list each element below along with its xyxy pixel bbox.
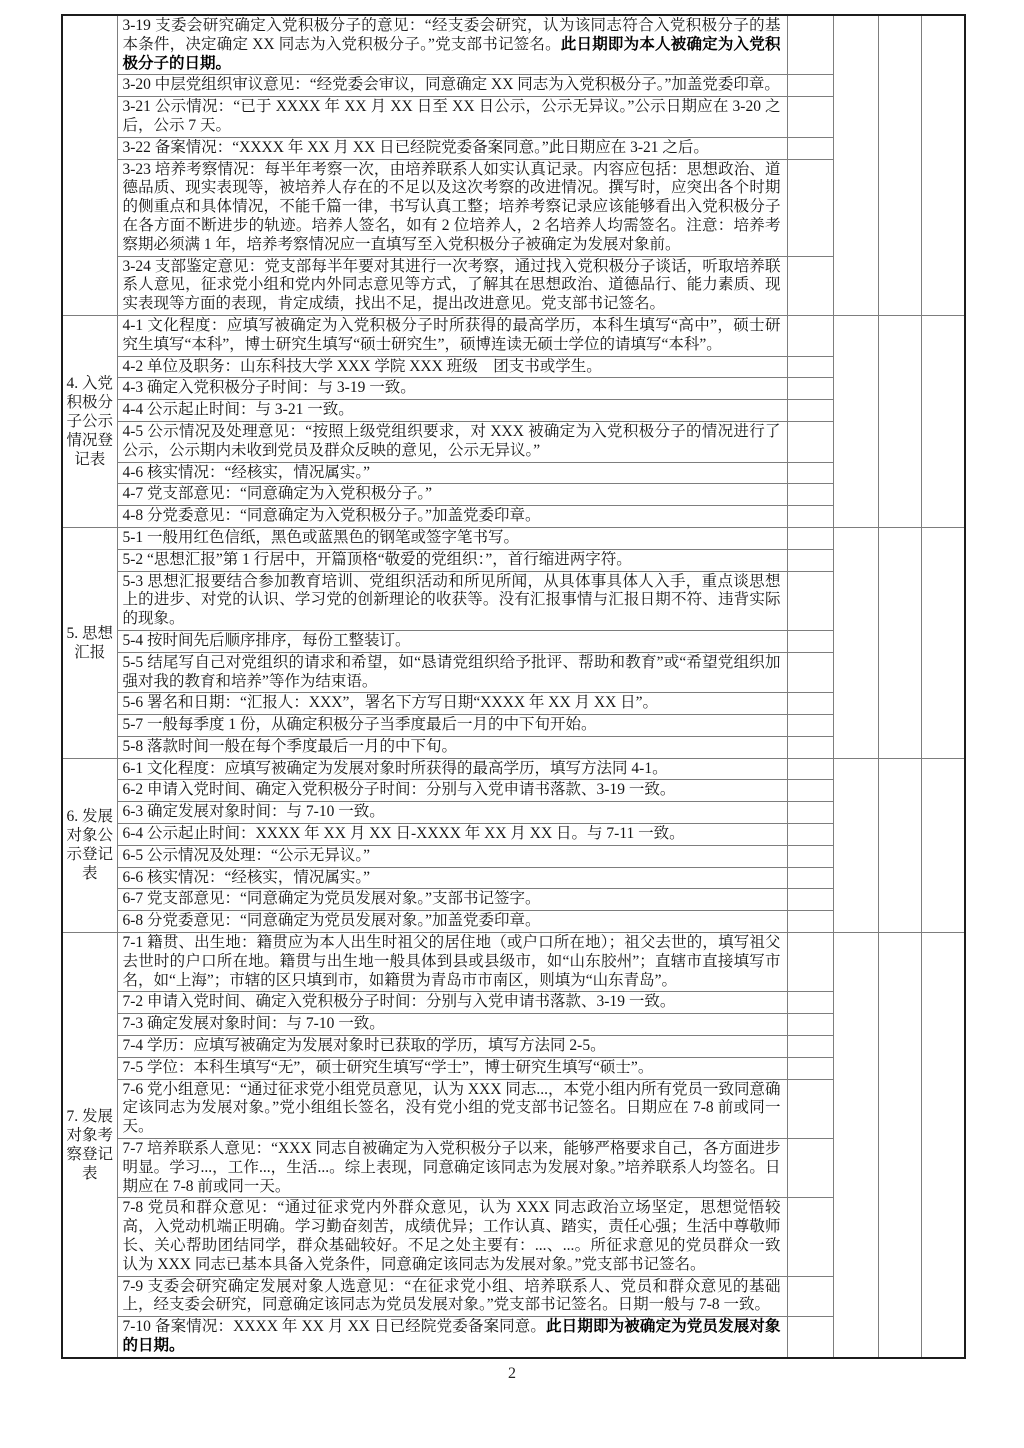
table-row — [62, 97, 965, 138]
checklist-item-text: 5-4 按时间先后顺序排序，每份工整装订。 — [122, 631, 411, 649]
check-cell — [787, 630, 833, 652]
table-row — [62, 933, 965, 992]
checklist-item — [117, 315, 787, 356]
checklist-item-text: 3-19 支委会研究确定入党积极分子的意见：“经支委会研究，认为该同志符合入党积极分子的基本条件，决定确定 XX 同志为入党积极分子。”党支部书记签名。 — [122, 17, 781, 53]
checklist-item — [117, 693, 787, 715]
checklist-item — [117, 824, 787, 846]
table-row — [62, 758, 965, 780]
checklist-item — [117, 159, 787, 256]
checklist-item — [117, 802, 787, 824]
checklist-item-bold-note: 此日期即为本人被确定为入党积极分子的日期。 — [122, 35, 781, 72]
table-row — [62, 824, 965, 846]
table-row — [62, 137, 965, 159]
status-column-cell — [878, 15, 921, 315]
table-row — [62, 256, 965, 315]
table-row — [62, 506, 965, 528]
check-cell — [787, 652, 833, 693]
table-row — [62, 15, 965, 75]
checklist-item — [117, 1276, 787, 1317]
table-row — [62, 484, 965, 506]
checklist-item — [117, 780, 787, 802]
checklist-item-text: 5-1 一般用红色信纸，黑色或蓝黑色的钢笔或签字笔书写。 — [122, 528, 520, 546]
checklist-item — [117, 992, 787, 1014]
checklist-item-text: 7-8 党员和群众意见：“通过征求党内外群众意见，认为 XXX 同志政治立场坚定，思想觉悟较高，入党动机端正明确。学习勤奋刻苦，成绩优异；工作认真、踏实，责任心强；生活中尊敬师长、关心帮助团结同学，群众基础较好。不足之处主要有：...、...。所征求意见的党员群众一致认为 XXX 同志已基本具备入党条件，同意确定该同志为发展对象。”党支部书记签名。 — [122, 1199, 781, 1273]
checklist-item-text: 4-5 公示情况及处理意见：“按照上级党组织要求，对 XXX 被确定为入党积极分子的情况进行了公示，公示期内未收到党员及群众反映的意见，公示无异议。” — [122, 422, 781, 459]
check-cell — [787, 1079, 833, 1138]
checklist-item — [117, 506, 787, 528]
table-row — [62, 1276, 965, 1317]
table-row — [62, 378, 965, 400]
status-column-cell — [833, 15, 878, 315]
check-cell — [787, 378, 833, 400]
checklist-item-text: 4-4 公示起止时间：与 3-21 一致。 — [122, 401, 354, 419]
table-row — [62, 845, 965, 867]
checklist-item-text: 5-8 落款时间一般在每个季度最后一月的中下旬。 — [122, 737, 458, 755]
status-column-cell — [833, 527, 878, 758]
check-cell — [787, 736, 833, 758]
check-cell — [787, 693, 833, 715]
page-number: 2 — [508, 1364, 516, 1382]
check-cell — [787, 867, 833, 889]
checklist-item-text: 7-3 确定发展对象时间：与 7-10 一致。 — [122, 1015, 385, 1033]
checklist-item — [117, 911, 787, 933]
table-row — [62, 889, 965, 911]
checklist-item — [117, 1014, 787, 1036]
check-cell — [787, 1036, 833, 1058]
checklist-item-text: 6-7 党支部意见：“同意确定为党员发展对象。”支部书记签字。 — [122, 890, 541, 908]
table-row — [62, 421, 965, 462]
status-column-cell — [878, 933, 921, 1358]
checklist-item-text: 6-8 分党委意见：“同意确定为党员发展对象。”加盖党委印章。 — [122, 912, 541, 930]
table-row — [62, 652, 965, 693]
checklist-item-text: 7-6 党小组意见：“通过征求党小组党员意见，认为 XXX 同志...，本党小组内所有党员一致同意确定该同志为发展对象。”党小组组长签名，没有党小组的党支部书记签名。日期应在 7-8 前或同一天。 — [122, 1080, 781, 1136]
table-row — [62, 1317, 965, 1358]
status-column-cell — [878, 527, 921, 758]
checklist-item-text: 3-22 备案情况：“XXXX 年 XX 月 XX 日已经院党委备案同意。”此日期应在 3-21 之后。 — [122, 138, 709, 156]
checklist-item — [117, 845, 787, 867]
table-row — [62, 911, 965, 933]
checklist-item — [117, 97, 787, 138]
section-label — [62, 15, 117, 315]
table-row — [62, 780, 965, 802]
checklist-item-text: 6-4 公示起止时间：XXXX 年 XX 月 XX 日-XXXX 年 XX 月 XX 日。与 7-11 一致。 — [122, 825, 685, 843]
status-column-cell — [833, 315, 878, 527]
checklist-item-text: 4-1 文化程度：应填写被确定为入党积极分子时所获得的最高学历，本科生填写“高中”，硕士研究生填写“本科”，博士研究生填写“硕士研究生”，硕博连读无硕士学位的请填写“本科”。 — [122, 316, 781, 353]
table-row — [62, 1036, 965, 1058]
checklist-item — [117, 715, 787, 737]
checklist-item — [117, 356, 787, 378]
check-cell — [787, 256, 833, 315]
table-row — [62, 462, 965, 484]
checklist-item — [117, 1317, 787, 1358]
section-label: 7. 发展对象考察登记表 — [62, 933, 117, 1358]
check-cell — [787, 97, 833, 138]
checklist-item-text: 5-3 思想汇报要结合参加教育培训、党组织活动和所见所闻，从具体事具体人入手，重点谈思想上的进步、对党的认识、学习党的创新理论的收获等。没有汇报事情与汇报日期不符、违背实际的现象。 — [122, 572, 781, 628]
checklist-item-text: 6-6 核实情况：“经核实，情况属实。” — [122, 868, 371, 886]
checklist-item — [117, 527, 787, 549]
status-column-cell — [921, 315, 965, 527]
table-row — [62, 571, 965, 630]
checklist-item — [117, 889, 787, 911]
checklist-item-text: 7-4 学历：应填写被确定为发展对象时已获取的学历，填写方法同 2-5。 — [122, 1037, 606, 1055]
check-cell — [787, 75, 833, 97]
checklist-item-text: 6-3 确定发展对象时间：与 7-10 一致。 — [122, 803, 385, 821]
checklist-item — [117, 571, 787, 630]
checklist-item-text: 7-1 籍贯、出生地：籍贯应为本人出生时祖父的居住地（或户口所在地）；祖父去世的，填写祖父去世时的户口所在地。籍贯与出生地一般具体到县或县级市，如“山东胶州”；直辖市直接填写市名，如“上海”；市辖的区只填到市，如籍贯为青岛市市南区，则填为“山东青岛”。 — [122, 934, 781, 989]
check-cell — [787, 992, 833, 1014]
status-column-cell — [878, 315, 921, 527]
check-cell — [787, 1276, 833, 1317]
check-cell — [787, 715, 833, 737]
checklist-item — [117, 484, 787, 506]
checklist-item — [117, 867, 787, 889]
checklist-item-text: 6-5 公示情况及处理：“公示无异议。” — [122, 846, 371, 864]
checklist-item-text: 4-8 分党委意见：“同意确定为入党积极分子。”加盖党委印章。 — [122, 507, 541, 525]
check-cell — [787, 758, 833, 780]
table-row — [62, 527, 965, 549]
checklist-item-text: 3-24 支部鉴定意见：党支部每半年要对其进行一次考察，通过找入党积极分子谈话，听取培养联系人意见，征求党小组和党内外同志意见等方式，了解其在思想政治、道德品行、能力素质、现实表现等方面的表现，肯定成绩，找出不足，提出改进意见。党支部书记签名。 — [122, 257, 781, 313]
check-cell — [787, 1139, 833, 1198]
table-row — [62, 1198, 965, 1276]
checklist-item — [117, 1057, 787, 1079]
check-cell — [787, 933, 833, 992]
checklist-item — [117, 1079, 787, 1138]
check-cell — [787, 1057, 833, 1079]
check-cell — [787, 780, 833, 802]
checklist-item-text: 6-1 文化程度：应填写被确定为发展对象时所获得的最高学历，填写方法同 4-1。 — [122, 759, 668, 777]
check-cell — [787, 845, 833, 867]
check-cell — [787, 549, 833, 571]
table-row — [62, 992, 965, 1014]
table-row — [62, 1139, 965, 1198]
status-column-cell — [833, 933, 878, 1358]
section-label: 4. 入党积极分子公示情况登记表 — [62, 315, 117, 527]
checklist-item — [117, 256, 787, 315]
checklist-item — [117, 378, 787, 400]
checklist-item-text: 3-23 培养考察情况：每半年考察一次，由培养联系人如实认真记录。内容应包括：思想政治、道德品质、现实表现等，被培养人存在的不足以及这次考察的改进情况。撰写时，应突出各个时期的侧重点和具体情况，不能千篇一律，书写认真工整；培养考察记录应该能够看出入党积极分子在各方面不断进步的轨迹。培养人签名，如有 2 位培养人，2 名培养人均需签名。注意：培养考察期必须满 1 年，培养考察情况应一直填写至入党积极分子被确定为发展对象前。 — [122, 160, 781, 253]
checklist-item — [117, 933, 787, 992]
check-cell — [787, 1014, 833, 1036]
check-cell — [787, 315, 833, 356]
checklist-item-text: 7-2 申请入党时间、确定入党积极分子时间：分别与入党申请书落款、3-19 一致。 — [122, 993, 676, 1011]
checklist-item — [117, 137, 787, 159]
checklist-item — [117, 549, 787, 571]
checklist-item-text: 7-10 备案情况：XXXX 年 XX 月 XX 日已经院党委备案同意。 — [122, 1318, 547, 1336]
checklist-item-text: 7-5 学位：本科生填写“无”，硕士研究生填写“学士”，博士研究生填写“硕士”。 — [122, 1058, 654, 1076]
status-column-cell — [878, 758, 921, 932]
table-row — [62, 715, 965, 737]
checklist-item — [117, 15, 787, 75]
checklist-item — [117, 1036, 787, 1058]
table-row — [62, 315, 965, 356]
table-row — [62, 802, 965, 824]
checklist-item-text: 3-21 公示情况：“已于 XXXX 年 XX 月 XX 日至 XX 日公示，公示无异议。”公示日期应在 3-20 之后，公示 7 天。 — [122, 98, 781, 134]
table-row — [62, 159, 965, 256]
check-cell — [787, 1198, 833, 1276]
checklist-item — [117, 421, 787, 462]
status-column-cell — [921, 527, 965, 758]
table-row — [62, 400, 965, 422]
status-column-cell — [921, 15, 965, 315]
checklist-item — [117, 462, 787, 484]
status-column-cell — [921, 933, 965, 1358]
checklist-item — [117, 758, 787, 780]
checklist-item — [117, 652, 787, 693]
section-label: 6. 发展对象公示登记表 — [62, 758, 117, 932]
status-column-cell — [833, 758, 878, 932]
check-cell — [787, 889, 833, 911]
table-row — [62, 75, 965, 97]
check-cell — [787, 400, 833, 422]
checklist-item-text: 5-2 “思想汇报”第 1 行居中，开篇顶格“敬爱的党组织：”，首行缩进两字符。 — [122, 550, 632, 568]
table-row — [62, 693, 965, 715]
review-checklist-table — [61, 14, 966, 1359]
section-label: 5. 思想汇报 — [62, 527, 117, 758]
check-cell — [787, 421, 833, 462]
checklist-item-text: 3-20 中层党组织审议意见：“经党委会审议，同意确定 XX 同志为入党积极分子。”加盖党委印章。 — [122, 76, 780, 94]
checklist-item — [117, 1198, 787, 1276]
checklist-item-text: 7-7 培养联系人意见：“XXX 同志自被确定为入党积极分子以来，能够严格要求自己，各方面进步明显。学习...，工作...，生活...。综上表现，同意确定该同志为发展对象。”培养联系人均签名。日期应在 7-8 前或同一天。 — [122, 1140, 781, 1195]
table-row — [62, 867, 965, 889]
check-cell — [787, 484, 833, 506]
checklist-item-text: 4-3 确定入党积极分子时间：与 3-19 一致。 — [122, 379, 416, 397]
check-cell — [787, 137, 833, 159]
checklist-item-text: 4-7 党支部意见：“同意确定为入党积极分子。” — [122, 485, 433, 503]
checklist-table-body — [62, 15, 965, 1358]
check-cell — [787, 571, 833, 630]
check-cell — [787, 506, 833, 528]
check-cell — [787, 527, 833, 549]
checklist-item-bold-note: 此日期即为被确定为党员发展对象的日期。 — [122, 1318, 781, 1354]
check-cell — [787, 159, 833, 256]
table-row — [62, 736, 965, 758]
status-column-cell — [921, 758, 965, 932]
checklist-item — [117, 630, 787, 652]
checklist-item-text: 5-6 署名和日期：“汇报人：XXX”，署名下方写日期“XXXX 年 XX 月 XX 日”。 — [122, 694, 659, 712]
checklist-item-text: 6-2 申请入党时间、确定入党积极分子时间：分别与入党申请书落款、3-19 一致。 — [122, 781, 676, 799]
table-row — [62, 1014, 965, 1036]
check-cell — [787, 462, 833, 484]
checklist-item — [117, 736, 787, 758]
checklist-item-text: 4-6 核实情况：“经核实，情况属实。” — [122, 463, 371, 481]
checklist-item-text: 5-7 一般每季度 1 份，从确定积极分子当季度最后一月的中下旬开始。 — [122, 716, 597, 734]
check-cell — [787, 911, 833, 933]
table-row — [62, 356, 965, 378]
checklist-item-text: 5-5 结尾写自己对党组织的请求和希望，如“恳请党组织给予批评、帮助和教育”或“希望党组织加强对我的教育和培养”等作为结束语。 — [122, 653, 781, 690]
table-row — [62, 1079, 965, 1138]
checklist-item — [117, 75, 787, 97]
check-cell — [787, 802, 833, 824]
checklist-item-text: 4-2 单位及职务：山东科技大学 XXX 学院 XXX 班级 团支书或学生。 — [122, 357, 602, 375]
checklist-item-text: 7-9 支委会研究确定发展对象人选意见：“在征求党小组、培养联系人、党员和群众意见的基础上，经支委会研究，同意确定该同志为党员发展对象。”党支部书记签名。日期一般与 7-8 一致。 — [122, 1277, 781, 1314]
table-row — [62, 630, 965, 652]
table-row — [62, 1057, 965, 1079]
checklist-item — [117, 400, 787, 422]
check-cell — [787, 1317, 833, 1358]
check-cell — [787, 356, 833, 378]
check-cell — [787, 824, 833, 846]
checklist-item — [117, 1139, 787, 1198]
table-row — [62, 549, 965, 571]
check-cell — [787, 15, 833, 75]
